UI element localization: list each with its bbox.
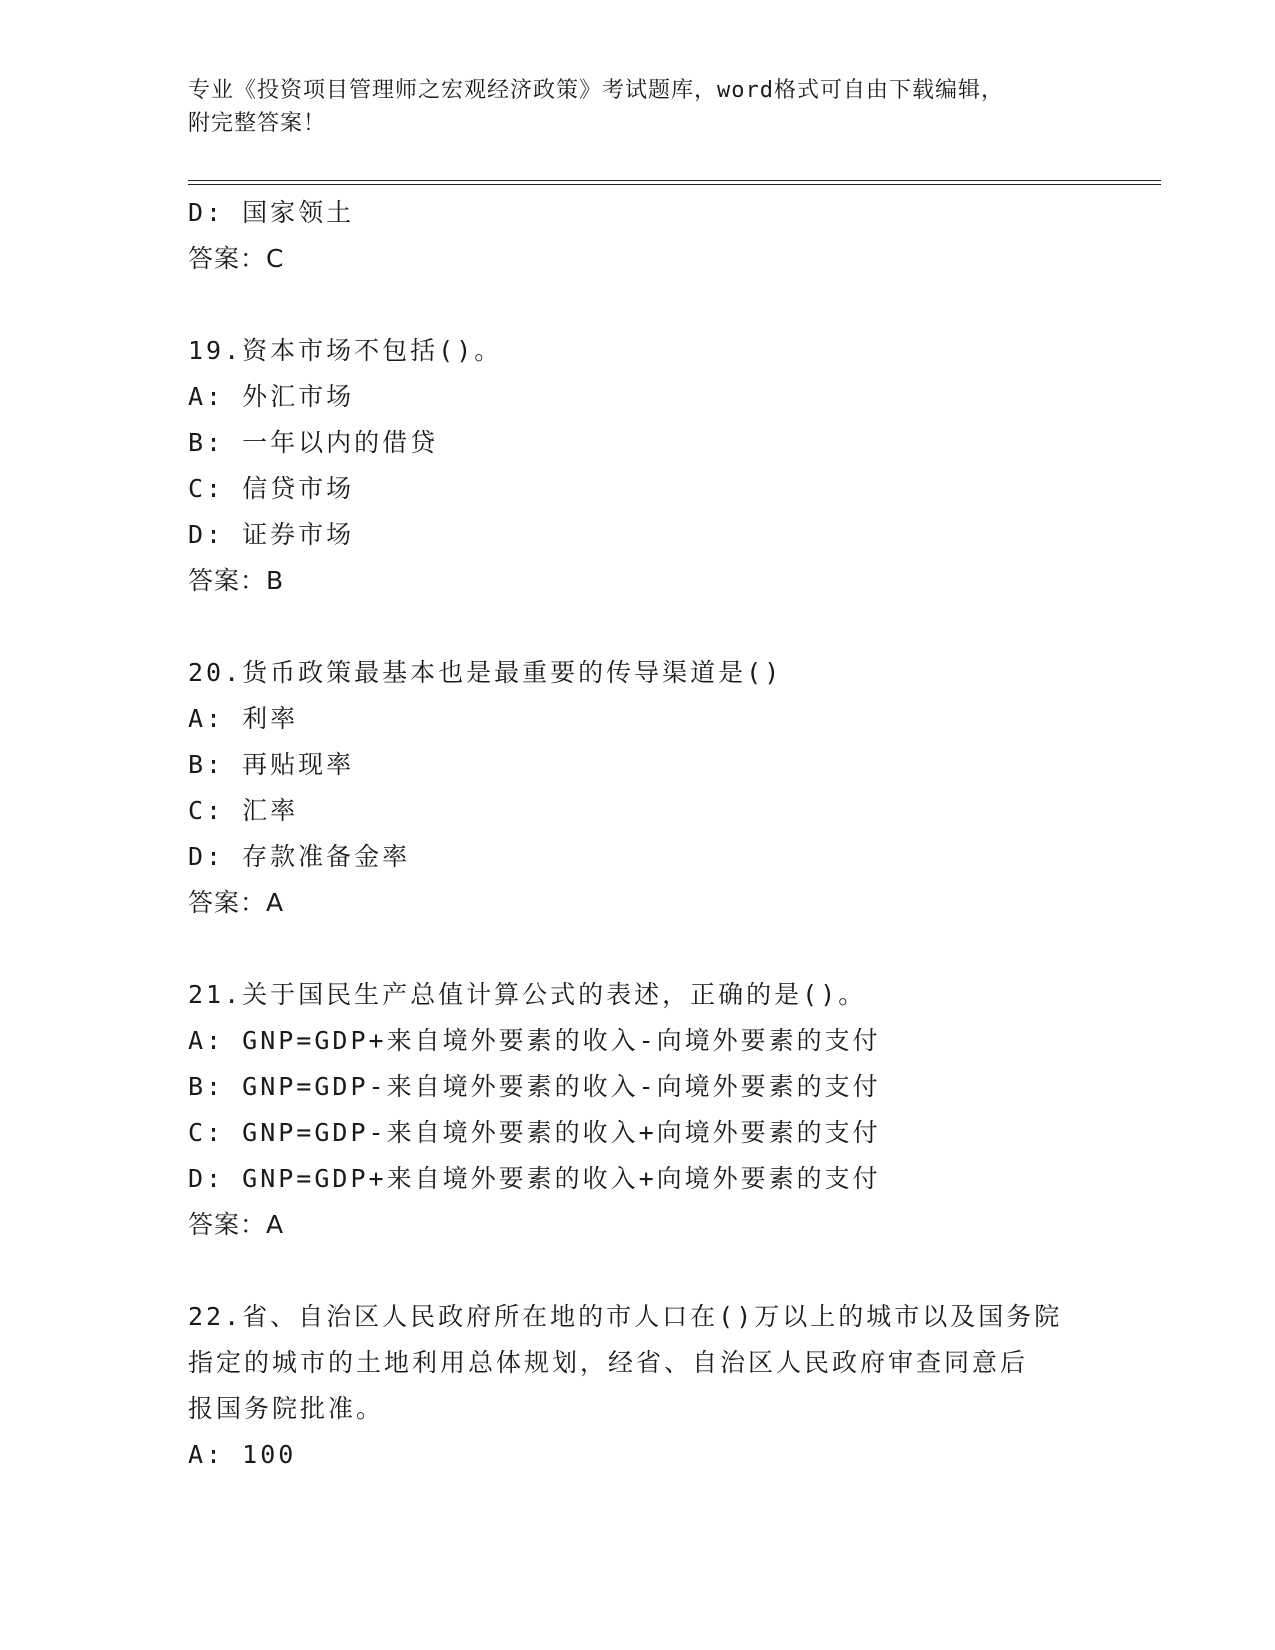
question-19 xyxy=(188,328,1088,604)
question-stem: 21.关于国民生产总值计算公式的表述，正确的是()。 xyxy=(188,980,867,1009)
option-a: A: 外汇市场 xyxy=(188,382,355,411)
answer: 答案：A xyxy=(188,888,285,917)
question-22 xyxy=(188,1294,1088,1478)
option-c: C: GNP=GDP-来自境外要素的收入+向境外要素的支付 xyxy=(188,1118,881,1147)
header-line-2: 附完整答案！ xyxy=(188,111,327,136)
option-b: B: 一年以内的借贷 xyxy=(188,428,439,457)
question-stem-line-2: 指定的城市的土地利用总体规划，经省、自治区人民政府审查同意后 xyxy=(188,1348,1029,1377)
spacer xyxy=(188,1248,1088,1294)
answer: 答案：B xyxy=(188,566,285,595)
option-b: B: 再贴现率 xyxy=(188,750,355,779)
question-stem: 19.资本市场不包括()。 xyxy=(188,336,503,365)
option-d: D: 证券市场 xyxy=(188,520,355,549)
option-a: A: 利率 xyxy=(188,704,299,733)
header-divider xyxy=(188,180,1161,185)
spacer xyxy=(188,282,1088,328)
answer: 答案：A xyxy=(188,1210,285,1239)
spacer xyxy=(188,604,1088,650)
question-20 xyxy=(188,650,1088,926)
question-stem-line-3: 报国务院批准。 xyxy=(188,1394,385,1423)
option-a: A: GNP=GDP+来自境外要素的收入-向境外要素的支付 xyxy=(188,1026,881,1055)
option-d: D: 存款准备金率 xyxy=(188,842,411,871)
option-a: A: 100 xyxy=(188,1440,297,1469)
question-list xyxy=(188,190,1088,1478)
option-d: D: 国家领土 xyxy=(188,198,355,227)
question-stem-line-1: 22.省、自治区人民政府所在地的市人口在()万以上的城市以及国务院 xyxy=(188,1302,1063,1331)
option-c: C: 汇率 xyxy=(188,796,299,825)
option-c: C: 信贷市场 xyxy=(188,474,355,503)
question-18-tail xyxy=(188,190,1088,282)
header-line-1: 专业《投资项目管理师之宏观经济政策》考试题库，word格式可自由下载编辑， xyxy=(188,78,1004,103)
option-d: D: GNP=GDP+来自境外要素的收入+向境外要素的支付 xyxy=(188,1164,881,1193)
document-header xyxy=(188,74,1088,140)
option-b: B: GNP=GDP-来自境外要素的收入-向境外要素的支付 xyxy=(188,1072,881,1101)
answer: 答案：C xyxy=(188,244,285,273)
question-21 xyxy=(188,972,1088,1248)
spacer xyxy=(188,926,1088,972)
question-stem: 20.货币政策最基本也是最重要的传导渠道是() xyxy=(188,658,783,687)
